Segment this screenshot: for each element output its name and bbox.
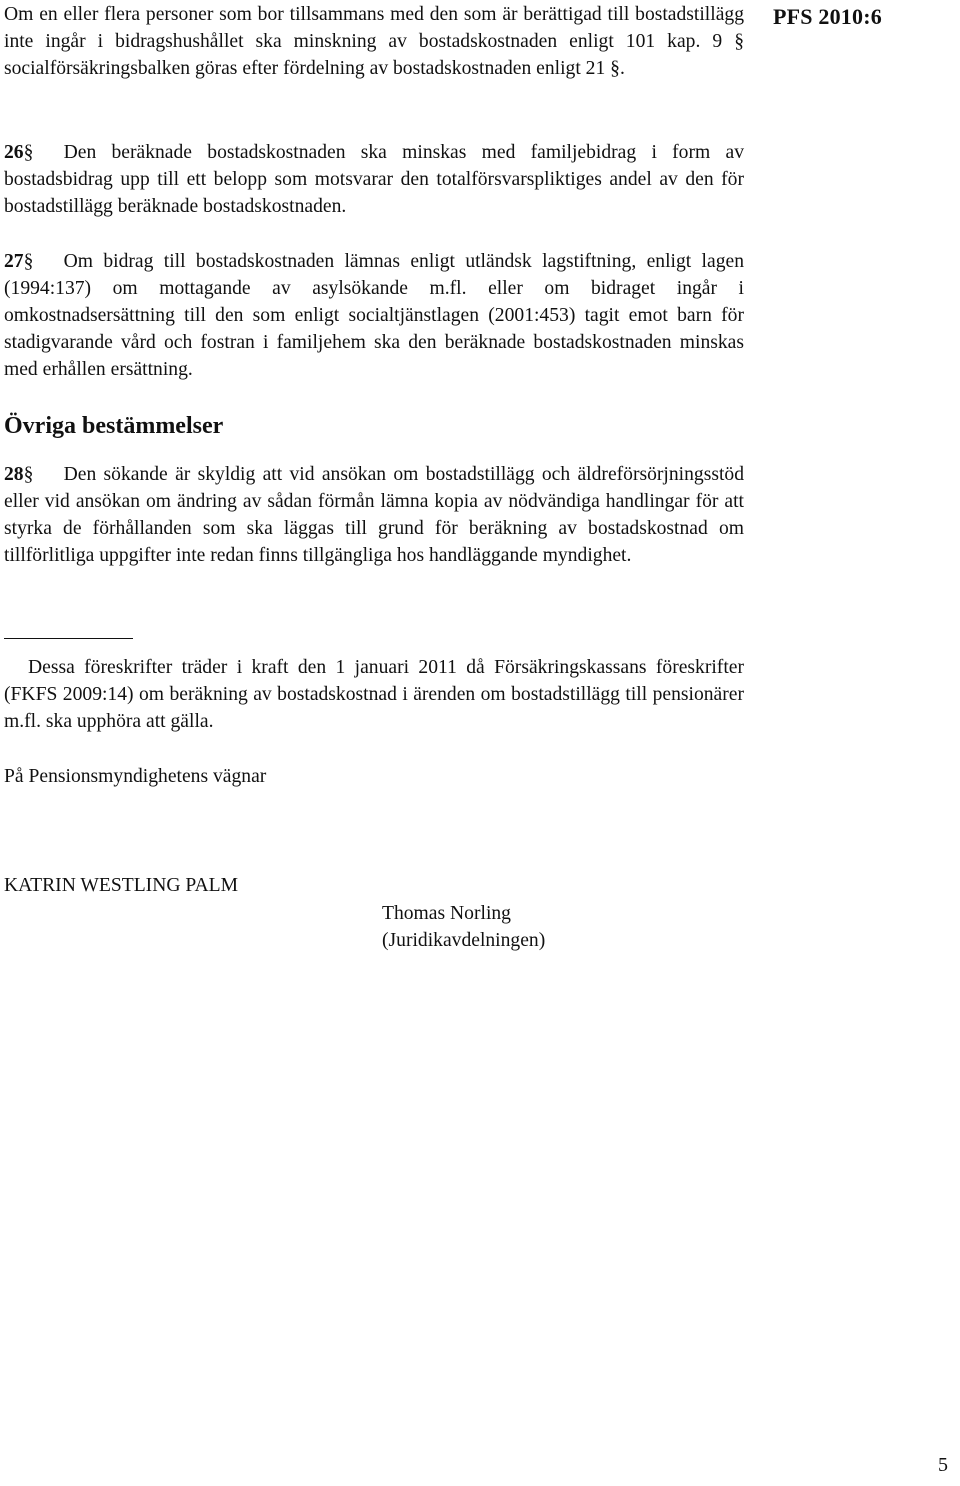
- section-sign: §: [23, 464, 34, 485]
- section-text: Den beräknade bostadskostnaden ska minskas med familjebidrag i form av bostadsbidrag upp till ett belopp som motsvarar den totalförsvarspliktiges andel av den för bostadstillägg beräknade bostadskostnaden.: [4, 142, 744, 217]
- section-26-paragraph: [4, 139, 744, 220]
- section-number: 28: [4, 464, 24, 485]
- signer-secondary-name: Thomas Norling: [382, 903, 511, 924]
- separator-rule: [4, 638, 133, 639]
- section-sign: §: [23, 251, 34, 272]
- other-provisions-heading: Övriga bestämmelser: [4, 413, 224, 439]
- on-behalf-line: På Pensionsmyndighetens vägnar: [4, 766, 267, 787]
- section-number: 27: [4, 251, 24, 272]
- entry-into-force-paragraph: Dessa föreskrifter träder i kraft den 1 januari 2011 då Försäkringskassans föreskrifter (FKFS 2009:14) om beräkning av bostadskostnad i ärenden om bostadstillägg till pensionärer m.fl. ska upphöra att gälla.: [4, 657, 744, 732]
- page-number: 5: [938, 1454, 948, 1476]
- section-number: 26: [4, 142, 24, 163]
- section-text: Den sökande är skyldig att vid ansökan om bostadstillägg och äldreförsörjningsstöd eller vid ansökan om ändring av sådan förmån lämna kopia av nödvändiga handlingar för att styrka de förhållanden som ska läggas till grund för beräkning av bostadskostnad om tillförlitliga uppgifter inte redan finns tillgängliga hos handläggande myndighet.: [4, 464, 744, 566]
- section-sign: §: [23, 142, 34, 163]
- document-code: PFS 2010:6: [773, 4, 882, 29]
- intro-paragraph: Om en eller flera personer som bor tillsammans med den som är berättigad till bostadstillägg inte ingår i bidragshushållet ska minskning av bostadskostnaden enligt 101 kap. 9 § socialförsäkringsbalken göras efter fördelning av bostadskostnaden enligt 21 §.: [4, 4, 744, 79]
- section-27-paragraph: [4, 248, 744, 383]
- signer-secondary-department: (Juridikavdelningen): [382, 930, 546, 951]
- section-28-paragraph: [4, 461, 744, 569]
- section-text: Om bidrag till bostadskostnaden lämnas enligt utländsk lagstiftning, enligt lagen (1994:137) om mottagande av asylsökande m.fl. eller om bidraget ingår i omkostnadsersättning till den som enligt socialtjänstlagen (2001:453) tagit emot barn för stadigvarande vård och fostran i familjehem ska den beräknade bostadskostnaden minskas med erhållen ersättning.: [4, 251, 744, 380]
- signer-primary: KATRIN WESTLING PALM: [4, 875, 239, 896]
